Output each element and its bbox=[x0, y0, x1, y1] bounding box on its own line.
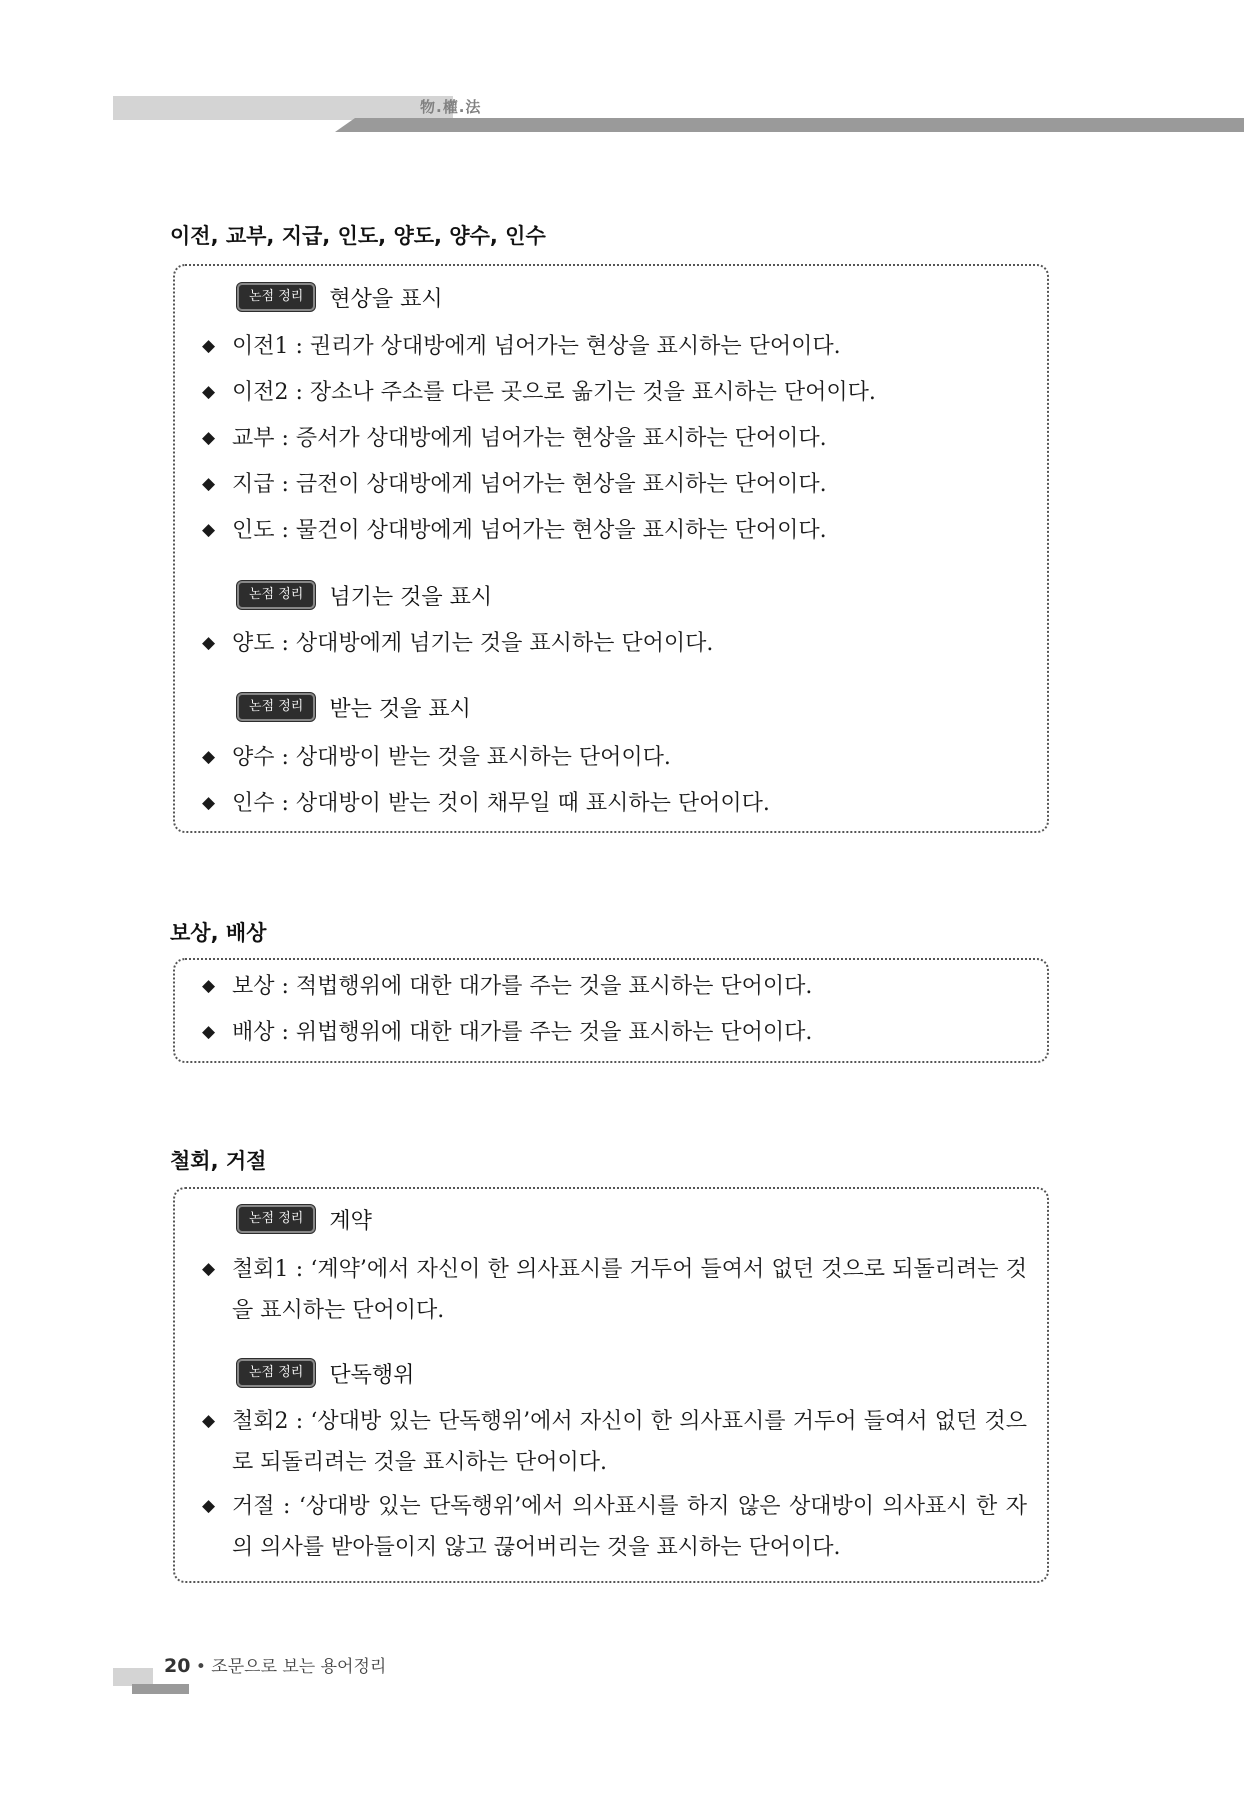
diamond-bullet-icon: ◆ bbox=[202, 336, 216, 356]
list-item: ◆ 양도 : 상대방에게 넘기는 것을 표시하는 단어이다. bbox=[202, 623, 1027, 664]
topic-label: 단독행위 bbox=[329, 1362, 415, 1388]
diamond-bullet-icon: ◆ bbox=[202, 1411, 216, 1431]
diamond-bullet-icon: ◆ bbox=[202, 633, 216, 653]
diamond-bullet-icon: ◆ bbox=[202, 747, 216, 767]
diamond-bullet-icon: ◆ bbox=[202, 520, 216, 540]
diamond-bullet-icon: ◆ bbox=[202, 428, 216, 448]
diamond-bullet-icon: ◆ bbox=[202, 474, 216, 494]
footer-separator: • bbox=[195, 1657, 206, 1677]
list-item: ◆ 교부 : 증서가 상대방에게 넘어가는 현상을 표시하는 단어이다. bbox=[202, 418, 1027, 459]
header-bar-dark bbox=[335, 118, 1244, 132]
topic-header bbox=[237, 282, 443, 312]
list-item: ◆ 거절 : ‘상대방 있는 단독행위’에서 의사표시를 하지 않은 상대방이 의사표시 한 자의 의사를 받아들이지 않고 끊어버리는 것을 표시하는 단어이다. bbox=[202, 1486, 1027, 1568]
diamond-bullet-icon: ◆ bbox=[202, 1259, 216, 1279]
list-item: ◆ 보상 : 적법행위에 대한 대가를 주는 것을 표시하는 단어이다. bbox=[202, 966, 1027, 1007]
diamond-bullet-icon: ◆ bbox=[202, 793, 216, 813]
list-item: ◆ 이전1 : 권리가 상대방에게 넘어가는 현상을 표시하는 단어이다. bbox=[202, 326, 1027, 367]
diamond-bullet-icon: ◆ bbox=[202, 1022, 216, 1042]
diamond-bullet-icon: ◆ bbox=[202, 976, 216, 996]
list-item: ◆ 배상 : 위법행위에 대한 대가를 주는 것을 표시하는 단어이다. bbox=[202, 1012, 1027, 1053]
summary-box bbox=[173, 1187, 1049, 1583]
topic-badge: 논점 정리 bbox=[237, 693, 315, 721]
section-title: 이전, 교부, 지급, 인도, 양도, 양수, 인수 bbox=[170, 224, 546, 248]
running-header-title: 物.權.法 bbox=[420, 98, 482, 116]
list-item: ◆ 양수 : 상대방이 받는 것을 표시하는 단어이다. bbox=[202, 737, 1027, 778]
summary-box bbox=[173, 958, 1049, 1063]
topic-badge: 논점 정리 bbox=[237, 581, 315, 609]
section-title: 철회, 거절 bbox=[170, 1149, 267, 1173]
page-footer bbox=[164, 1652, 386, 1677]
summary-box bbox=[173, 264, 1049, 833]
list-item: ◆ 인도 : 물건이 상대방에게 넘어가는 현상을 표시하는 단어이다. bbox=[202, 510, 1027, 551]
topic-badge: 논점 정리 bbox=[237, 283, 315, 311]
page-number: 20 bbox=[164, 1655, 191, 1677]
book-title: 조문으로 보는 용어정리 bbox=[211, 1657, 387, 1677]
topic-header bbox=[237, 580, 492, 610]
list-item: ◆ 이전2 : 장소나 주소를 다른 곳으로 옮기는 것을 표시하는 단어이다. bbox=[202, 372, 1027, 413]
header-bar-light bbox=[113, 96, 453, 120]
footer-bar-dark bbox=[132, 1684, 189, 1694]
topic-header bbox=[237, 1204, 372, 1234]
topic-label: 현상을 표시 bbox=[329, 286, 443, 312]
topic-label: 넘기는 것을 표시 bbox=[329, 584, 493, 610]
list-item: ◆ 인수 : 상대방이 받는 것이 채무일 때 표시하는 단어이다. bbox=[202, 783, 1027, 824]
list-item: ◆ 지급 : 금전이 상대방에게 넘어가는 현상을 표시하는 단어이다. bbox=[202, 464, 1027, 505]
topic-badge: 논점 정리 bbox=[237, 1205, 315, 1233]
topic-badge: 논점 정리 bbox=[237, 1359, 315, 1387]
topic-label: 계약 bbox=[329, 1208, 372, 1234]
topic-label: 받는 것을 표시 bbox=[329, 696, 471, 722]
list-item: ◆ 철회2 : ‘상대방 있는 단독행위’에서 자신이 한 의사표시를 거두어 들여서 없던 것으로 되돌리려는 것을 표시하는 단어이다. bbox=[202, 1401, 1027, 1483]
topic-header bbox=[237, 692, 471, 722]
topic-header bbox=[237, 1358, 414, 1388]
section-title: 보상, 배상 bbox=[170, 921, 267, 945]
list-item: ◆ 철회1 : ‘계약’에서 자신이 한 의사표시를 거두어 들여서 없던 것으로 되돌리려는 것을 표시하는 단어이다. bbox=[202, 1249, 1027, 1331]
diamond-bullet-icon: ◆ bbox=[202, 1496, 216, 1516]
diamond-bullet-icon: ◆ bbox=[202, 382, 216, 402]
